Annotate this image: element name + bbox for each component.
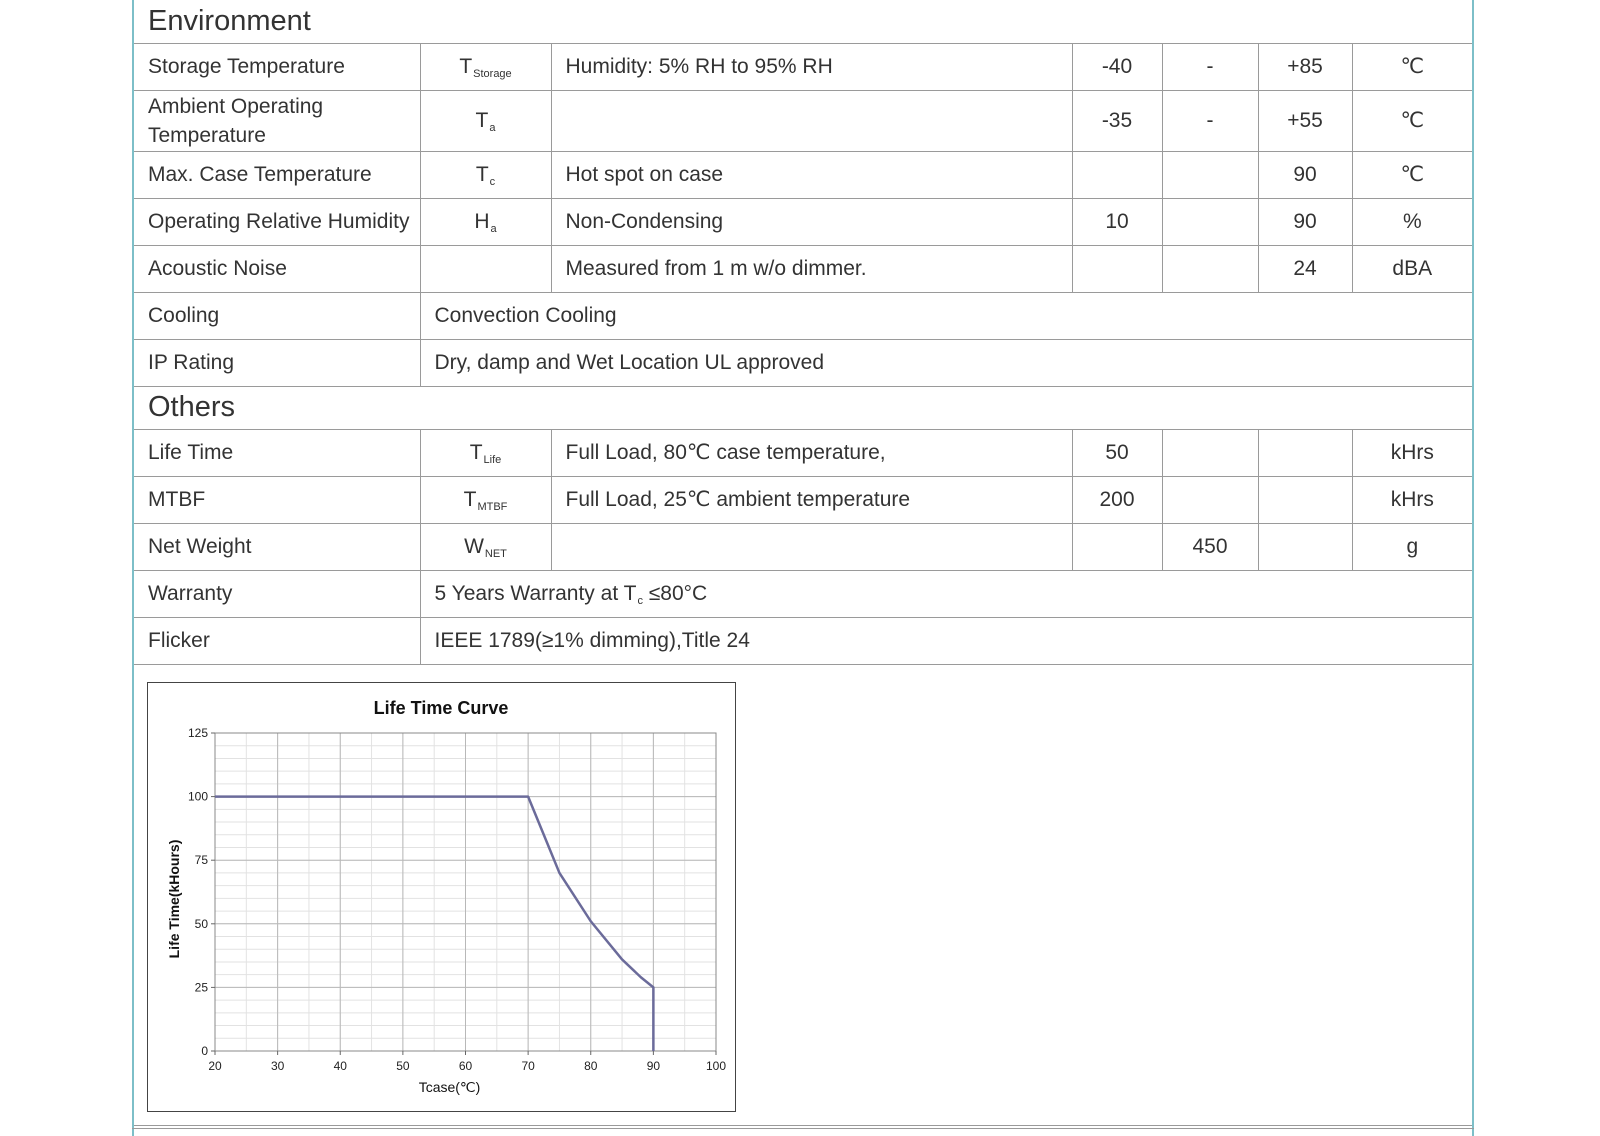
- symbol: TLife: [420, 429, 551, 476]
- max-value: [1258, 523, 1352, 570]
- condition: Measured from 1 m w/o dimmer.: [551, 245, 1072, 292]
- unit: ℃: [1352, 43, 1472, 90]
- param-label: Acoustic Noise: [134, 245, 420, 292]
- unit: dBA: [1352, 245, 1472, 292]
- ip-rating-value: Dry, damp and Wet Location UL approved: [420, 339, 1472, 386]
- param-label: Operating Relative Humidity: [134, 198, 420, 245]
- typ-value: 450: [1162, 523, 1258, 570]
- param-label: Storage Temperature: [134, 43, 420, 90]
- table-row: [134, 523, 1472, 570]
- unit: kHrs: [1352, 429, 1472, 476]
- table-row: [134, 198, 1472, 245]
- table-row: [134, 617, 1472, 664]
- x-tick-label: 50: [396, 1058, 410, 1073]
- param-label: MTBF: [134, 476, 420, 523]
- typ-value: [1162, 198, 1258, 245]
- param-label: IP Rating: [134, 339, 420, 386]
- chart-title: Life Time Curve: [373, 697, 509, 718]
- param-label: Max. Case Temperature: [134, 151, 420, 198]
- symbol: TStorage: [420, 43, 551, 90]
- spec-table: [134, 0, 1472, 1126]
- max-value: 90: [1258, 151, 1352, 198]
- symbol: Tc: [420, 151, 551, 198]
- param-label: Warranty: [134, 570, 420, 617]
- bottom-divider: [132, 1128, 1474, 1129]
- typ-value: -: [1162, 43, 1258, 90]
- condition: [551, 90, 1072, 151]
- param-label: Life Time: [134, 429, 420, 476]
- chart-svg: [148, 683, 735, 1111]
- cooling-value: Convection Cooling: [420, 292, 1472, 339]
- min-value: 10: [1072, 198, 1162, 245]
- x-tick-label: 70: [521, 1058, 535, 1073]
- typ-value: [1162, 476, 1258, 523]
- min-value: 200: [1072, 476, 1162, 523]
- param-label: Flicker: [134, 617, 420, 664]
- y-tick-label: 25: [194, 979, 208, 994]
- table-row: [134, 476, 1472, 523]
- x-tick-label: 100: [705, 1058, 727, 1073]
- condition: Full Load, 25℃ ambient temperature: [551, 476, 1072, 523]
- unit: g: [1352, 523, 1472, 570]
- unit: %: [1352, 198, 1472, 245]
- typ-value: [1162, 151, 1258, 198]
- max-value: [1258, 476, 1352, 523]
- condition: Humidity: 5% RH to 95% RH: [551, 43, 1072, 90]
- y-axis-label: Life Time(kHours): [166, 839, 182, 958]
- min-value: [1072, 523, 1162, 570]
- x-tick-label: 90: [646, 1058, 661, 1073]
- min-value: [1072, 151, 1162, 198]
- symbol: Ta: [420, 90, 551, 151]
- x-tick-label: 30: [270, 1058, 285, 1073]
- table-row: [134, 339, 1472, 386]
- typ-value: [1162, 245, 1258, 292]
- x-tick-label: 20: [208, 1058, 222, 1073]
- unit: kHrs: [1352, 476, 1472, 523]
- table-row: [134, 245, 1472, 292]
- max-value: +85: [1258, 43, 1352, 90]
- y-tick-label: 0: [201, 1043, 208, 1058]
- param-label: Net Weight: [134, 523, 420, 570]
- typ-value: [1162, 429, 1258, 476]
- y-tick-label: 100: [187, 789, 208, 804]
- unit: ℃: [1352, 151, 1472, 198]
- max-value: 90: [1258, 198, 1352, 245]
- unit: ℃: [1352, 90, 1472, 151]
- symbol: WNET: [420, 523, 551, 570]
- symbol: TMTBF: [420, 476, 551, 523]
- section-title-environment: Environment: [134, 0, 1472, 43]
- condition: [551, 523, 1072, 570]
- table-row: [134, 43, 1472, 90]
- y-tick-label: 50: [194, 916, 208, 931]
- min-value: 50: [1072, 429, 1162, 476]
- max-value: [1258, 429, 1352, 476]
- max-value: +55: [1258, 90, 1352, 151]
- table-row: [134, 151, 1472, 198]
- param-label: Ambient Operating Temperature: [134, 90, 420, 151]
- table-row: [134, 90, 1472, 151]
- max-value: 24: [1258, 245, 1352, 292]
- y-tick-label: 125: [187, 725, 208, 740]
- x-tick-label: 80: [584, 1058, 598, 1073]
- symbol: [420, 245, 551, 292]
- min-value: -35: [1072, 90, 1162, 151]
- condition: Full Load, 80℃ case temperature,: [551, 429, 1072, 476]
- min-value: [1072, 245, 1162, 292]
- symbol: Ha: [420, 198, 551, 245]
- min-value: -40: [1072, 43, 1162, 90]
- condition: Non-Condensing: [551, 198, 1072, 245]
- x-tick-label: 60: [458, 1058, 473, 1073]
- x-axis-label: Tcase(℃): [418, 1078, 481, 1095]
- table-row: [134, 429, 1472, 476]
- chart-cell: [134, 664, 1472, 1125]
- y-tick-label: 75: [194, 852, 208, 867]
- param-label: Cooling: [134, 292, 420, 339]
- table-row: [134, 570, 1472, 617]
- typ-value: -: [1162, 90, 1258, 151]
- section-title-others: Others: [134, 386, 1472, 429]
- life-time-chart: [147, 682, 736, 1112]
- flicker-value: IEEE 1789(≥1% dimming),Title 24: [420, 617, 1472, 664]
- warranty-value: 5 Years Warranty at Tc ≤80°C: [420, 570, 1472, 617]
- x-tick-label: 40: [333, 1058, 347, 1073]
- table-row: [134, 292, 1472, 339]
- condition: Hot spot on case: [551, 151, 1072, 198]
